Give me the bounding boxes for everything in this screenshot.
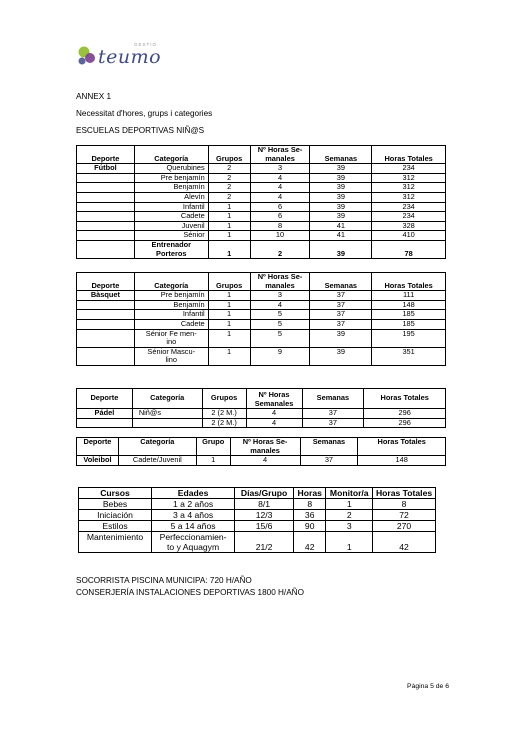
table-row — [77, 212, 446, 222]
table-row — [77, 173, 446, 183]
weeks-cell: 39 — [310, 347, 372, 365]
total-hours-cell: 312 — [372, 192, 446, 202]
category-cell: Pre benjamín — [134, 291, 208, 301]
table-row — [79, 521, 436, 532]
category-cell: Benjamín — [134, 183, 208, 193]
weekly-hours-cell: 4 — [246, 409, 302, 419]
category-cell: Juvenil — [134, 221, 208, 231]
col-header: Cursos — [79, 488, 152, 499]
hours-cell: 90 — [293, 521, 325, 532]
empty-cell — [77, 231, 135, 241]
days-group-cell: 21/2 — [235, 532, 294, 553]
weeks-cell: 37 — [310, 291, 372, 301]
ages-cell: 3 a 4 años — [152, 510, 235, 521]
col-header: Horas Totales — [372, 146, 446, 164]
weeks-cell: 39 — [310, 164, 372, 174]
category-cell: Niñ@s — [132, 409, 202, 419]
table-header-row — [79, 488, 436, 499]
category-cell: Pre benjamín — [134, 173, 208, 183]
table-row — [77, 329, 446, 347]
table-row — [77, 221, 446, 231]
ages-cell: Perfeccionamien-to y Aquagym — [152, 532, 235, 553]
groups-cell: 1 — [208, 240, 250, 258]
col-header: Horas Totales — [364, 389, 446, 409]
col-header: Categoría — [134, 273, 208, 291]
total-hours-cell: 270 — [373, 521, 436, 532]
empty-cell — [77, 310, 135, 320]
table-header-row — [77, 273, 446, 291]
col-header: Nº Horas Se-manales — [250, 146, 310, 164]
weeks-cell: 37 — [300, 456, 358, 466]
col-header: Grupo — [196, 438, 230, 456]
table-row — [77, 418, 446, 428]
total-hours-cell: 234 — [372, 212, 446, 222]
table-row — [77, 183, 446, 193]
col-header: Horas Totales — [373, 488, 436, 499]
groups-cell: 1 — [208, 300, 250, 310]
category-cell: Cadete/Juvenil — [118, 456, 196, 466]
total-hours-cell: 312 — [372, 183, 446, 193]
col-header: Nº Horas Se-manales — [250, 273, 310, 291]
groups-cell: 1 — [208, 202, 250, 212]
sport-name: Pádel — [77, 409, 133, 419]
col-header: Semanas — [310, 146, 372, 164]
days-group-cell: 8/1 — [235, 499, 294, 510]
category-cell: Benjamín — [134, 300, 208, 310]
weekly-hours-cell: 10 — [250, 231, 310, 241]
table-row — [79, 510, 436, 521]
total-hours-cell: 42 — [373, 532, 436, 553]
course-cell: Bebes — [79, 499, 152, 510]
annex-title: ANNEX 1 — [76, 92, 112, 101]
hours-cell: 8 — [293, 499, 325, 510]
weeks-cell: 37 — [310, 319, 372, 329]
section-title: ESCUELAS DEPORTIVAS NIÑ@S — [76, 126, 205, 135]
col-header: Horas Totales — [372, 273, 446, 291]
groups-cell: 2 — [208, 192, 250, 202]
table-row — [77, 319, 446, 329]
category-cell: Cadete — [134, 212, 208, 222]
empty-cell — [77, 202, 135, 212]
groups-cell: 1 — [208, 291, 250, 301]
category-cell — [132, 418, 202, 428]
groups-cell: 1 — [196, 456, 230, 466]
table-row — [77, 240, 446, 258]
need-line: Necessitat d'hores, grups i categories — [76, 109, 213, 118]
category-cell: Sénior Mascu-lino — [134, 347, 208, 365]
weekly-hours-cell: 4 — [250, 183, 310, 193]
weekly-hours-cell: 4 — [246, 418, 302, 428]
table-row — [77, 231, 446, 241]
voleibol-table — [76, 437, 446, 466]
col-header: Semanas — [302, 389, 364, 409]
col-header: Nº Horas Se-manales — [230, 438, 300, 456]
empty-cell — [77, 319, 135, 329]
futbol-table — [76, 145, 446, 259]
weeks-cell: 39 — [310, 240, 372, 258]
category-cell: Sénior Fe men-ino — [134, 329, 208, 347]
groups-cell: 2 — [208, 173, 250, 183]
col-header: Nº Horas Semanales — [246, 389, 302, 409]
monitor-cell: 2 — [326, 510, 373, 521]
col-header: Horas — [293, 488, 325, 499]
table-header-row — [77, 389, 446, 409]
padel-table — [76, 388, 446, 428]
empty-cell — [77, 221, 135, 231]
weekly-hours-cell: 4 — [250, 192, 310, 202]
weeks-cell: 39 — [310, 212, 372, 222]
sport-name: Fútbol — [77, 164, 135, 174]
teumo-logo — [76, 42, 176, 72]
groups-cell: 1 — [208, 347, 250, 365]
groups-cell: 1 — [208, 310, 250, 320]
weeks-cell: 41 — [310, 221, 372, 231]
col-header: Deporte — [77, 273, 135, 291]
table-row — [77, 192, 446, 202]
weeks-cell: 37 — [310, 310, 372, 320]
hours-cell: 42 — [293, 532, 325, 553]
weeks-cell: 39 — [310, 183, 372, 193]
table-row — [77, 300, 446, 310]
col-header: Horas Totales — [358, 438, 446, 456]
col-header: Deporte — [77, 438, 119, 456]
weeks-cell: 37 — [302, 409, 364, 419]
monitor-cell: 3 — [326, 521, 373, 532]
weeks-cell: 39 — [310, 329, 372, 347]
groups-cell: 1 — [208, 221, 250, 231]
total-hours-cell: 148 — [372, 300, 446, 310]
empty-cell — [77, 418, 133, 428]
table-row — [77, 310, 446, 320]
table-row — [77, 164, 446, 174]
empty-cell — [77, 212, 135, 222]
category-cell: Alevín — [134, 192, 208, 202]
table-header-row — [77, 438, 446, 456]
course-cell: Mantenimiento — [79, 532, 152, 553]
col-header: Días/Grupo — [235, 488, 294, 499]
table-row — [77, 202, 446, 212]
empty-cell — [77, 300, 135, 310]
col-header: Grupos — [202, 389, 246, 409]
days-group-cell: 15/6 — [235, 521, 294, 532]
weekly-hours-cell: 6 — [250, 212, 310, 222]
groups-cell: 1 — [208, 212, 250, 222]
hours-cell: 36 — [293, 510, 325, 521]
col-header: Deporte — [77, 146, 135, 164]
col-header: Monitor/a — [326, 488, 373, 499]
socorrista-note: SOCORRISTA PISCINA MUNICIPA: 720 H/AÑO — [76, 576, 252, 585]
weeks-cell: 41 — [310, 231, 372, 241]
table-row — [77, 347, 446, 365]
total-hours-cell: 185 — [372, 310, 446, 320]
col-header: Grupos — [208, 273, 250, 291]
col-header: Categoría — [132, 389, 202, 409]
total-hours-cell: 410 — [372, 231, 446, 241]
groups-cell: 2 (2 M.) — [202, 409, 246, 419]
leaf-logo-icon — [76, 44, 98, 68]
total-hours-cell: 185 — [372, 319, 446, 329]
col-header: Categoría — [134, 146, 208, 164]
empty-cell — [77, 183, 135, 193]
weeks-cell: 39 — [310, 173, 372, 183]
total-hours-cell: 234 — [372, 202, 446, 212]
total-hours-cell: 148 — [358, 456, 446, 466]
col-header: Categoría — [118, 438, 196, 456]
total-hours-cell: 78 — [372, 240, 446, 258]
table-header-row — [77, 146, 446, 164]
days-group-cell: 12/3 — [235, 510, 294, 521]
page-number: Pàgina 5 de 6 — [407, 683, 449, 690]
course-cell: Iniciación — [79, 510, 152, 521]
weekly-hours-cell: 3 — [250, 291, 310, 301]
total-hours-cell: 312 — [372, 173, 446, 183]
category-cell: Sénior — [134, 231, 208, 241]
weekly-hours-cell: 2 — [250, 240, 310, 258]
col-header: Semanas — [310, 273, 372, 291]
col-header: Deporte — [77, 389, 133, 409]
groups-cell: 1 — [208, 231, 250, 241]
weeks-cell: 37 — [302, 418, 364, 428]
basquet-table — [76, 272, 446, 366]
ages-cell: 5 a 14 años — [152, 521, 235, 532]
total-hours-cell: 296 — [364, 418, 446, 428]
table-row — [77, 409, 446, 419]
weekly-hours-cell: 3 — [250, 164, 310, 174]
col-header: Semanas — [300, 438, 358, 456]
weekly-hours-cell: 9 — [250, 347, 310, 365]
ages-cell: 1 a 2 años — [152, 499, 235, 510]
groups-cell: 1 — [208, 319, 250, 329]
weekly-hours-cell: 8 — [250, 221, 310, 231]
weekly-hours-cell: 6 — [250, 202, 310, 212]
groups-cell: 1 — [208, 329, 250, 347]
weeks-cell: 39 — [310, 202, 372, 212]
total-hours-cell: 111 — [372, 291, 446, 301]
monitor-cell: 1 — [326, 532, 373, 553]
weeks-cell: 39 — [310, 192, 372, 202]
empty-cell — [77, 329, 135, 347]
col-header: Edades — [152, 488, 235, 499]
empty-cell — [77, 240, 135, 258]
sport-name: Bàsquet — [77, 291, 135, 301]
weekly-hours-cell: 4 — [250, 300, 310, 310]
weekly-hours-cell: 5 — [250, 329, 310, 347]
swimming-courses-table — [78, 487, 436, 553]
weeks-cell: 37 — [310, 300, 372, 310]
empty-cell — [77, 192, 135, 202]
conserjeria-note: CONSERJERÍA INSTALACIONES DEPORTIVAS 1800 H/AÑO — [76, 588, 304, 597]
total-hours-cell: 296 — [364, 409, 446, 419]
table-row — [77, 456, 446, 466]
category-cell: Cadete — [134, 319, 208, 329]
weekly-hours-cell: 4 — [230, 456, 300, 466]
weekly-hours-cell: 5 — [250, 310, 310, 320]
weekly-hours-cell: 5 — [250, 319, 310, 329]
groups-cell: 2 (2 M.) — [202, 418, 246, 428]
brand-name: teumo — [98, 46, 162, 68]
weekly-hours-cell: 4 — [250, 173, 310, 183]
total-hours-cell: 195 — [372, 329, 446, 347]
category-cell: Infantil — [134, 202, 208, 212]
table-row — [77, 291, 446, 301]
brand-tagline: GESTIÓ — [134, 42, 158, 47]
empty-cell — [77, 347, 135, 365]
table-row — [79, 532, 436, 553]
total-hours-cell: 328 — [372, 221, 446, 231]
table-row — [79, 499, 436, 510]
category-cell: Infantil — [134, 310, 208, 320]
total-hours-cell: 234 — [372, 164, 446, 174]
groups-cell: 2 — [208, 183, 250, 193]
category-cell: Querubines — [134, 164, 208, 174]
total-hours-cell: 72 — [373, 510, 436, 521]
sport-name: Voleibol — [77, 456, 119, 466]
col-header: Grupos — [208, 146, 250, 164]
total-hours-cell: 8 — [373, 499, 436, 510]
monitor-cell: 1 — [326, 499, 373, 510]
category-cell: Entrenador Porteros — [134, 240, 208, 258]
course-cell: Estilos — [79, 521, 152, 532]
groups-cell: 2 — [208, 164, 250, 174]
empty-cell — [77, 173, 135, 183]
total-hours-cell: 351 — [372, 347, 446, 365]
